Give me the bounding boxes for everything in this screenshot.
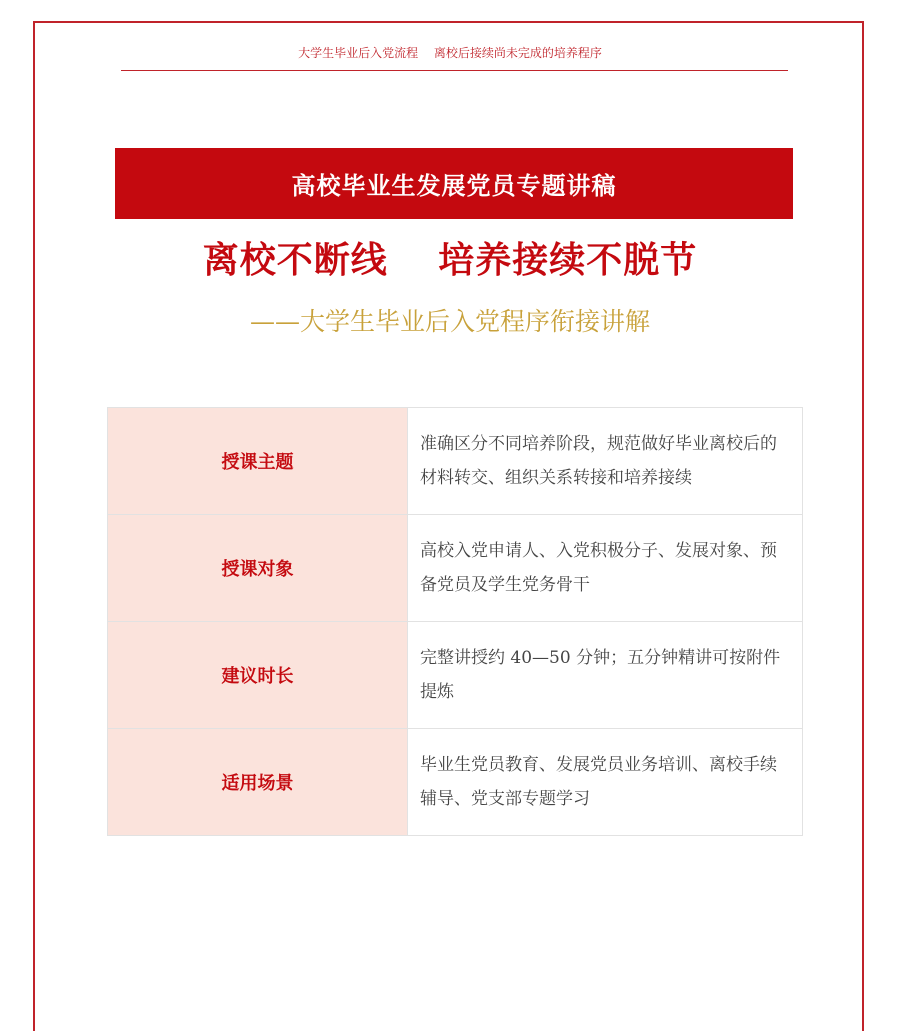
row-value: 完整讲授约 40—50 分钟；五分钟精讲可按附件提炼 xyxy=(408,622,803,729)
table-row xyxy=(108,622,803,729)
row-value: 准确区分不同培养阶段，规范做好毕业离校后的材料转交、组织关系转接和培养接续 xyxy=(408,408,803,515)
banner-title: 高校毕业生发展党员专题讲稿 xyxy=(291,172,617,200)
course-info-table xyxy=(107,407,803,836)
row-value: 毕业生党员教育、发展党员业务培训、离校手续辅导、党支部专题学习 xyxy=(408,729,803,836)
main-title: 离校不断线 培养接续不脱节 xyxy=(202,240,698,281)
table-row xyxy=(108,515,803,622)
row-label: 授课对象 xyxy=(108,515,408,622)
row-label: 授课主题 xyxy=(108,408,408,515)
header-divider xyxy=(121,70,788,71)
running-header: 大学生毕业后入党流程 离校后接续尚未完成的培养程序 xyxy=(298,46,602,60)
row-value: 高校入党申请人、入党积极分子、发展对象、预备党员及学生党务骨干 xyxy=(408,515,803,622)
row-label: 建议时长 xyxy=(108,622,408,729)
row-label: 适用场景 xyxy=(108,729,408,836)
subtitle: ——大学生毕业后入党程序衔接讲解 xyxy=(249,307,650,336)
title-banner xyxy=(115,148,793,219)
table-row xyxy=(108,729,803,836)
table-row xyxy=(108,408,803,515)
